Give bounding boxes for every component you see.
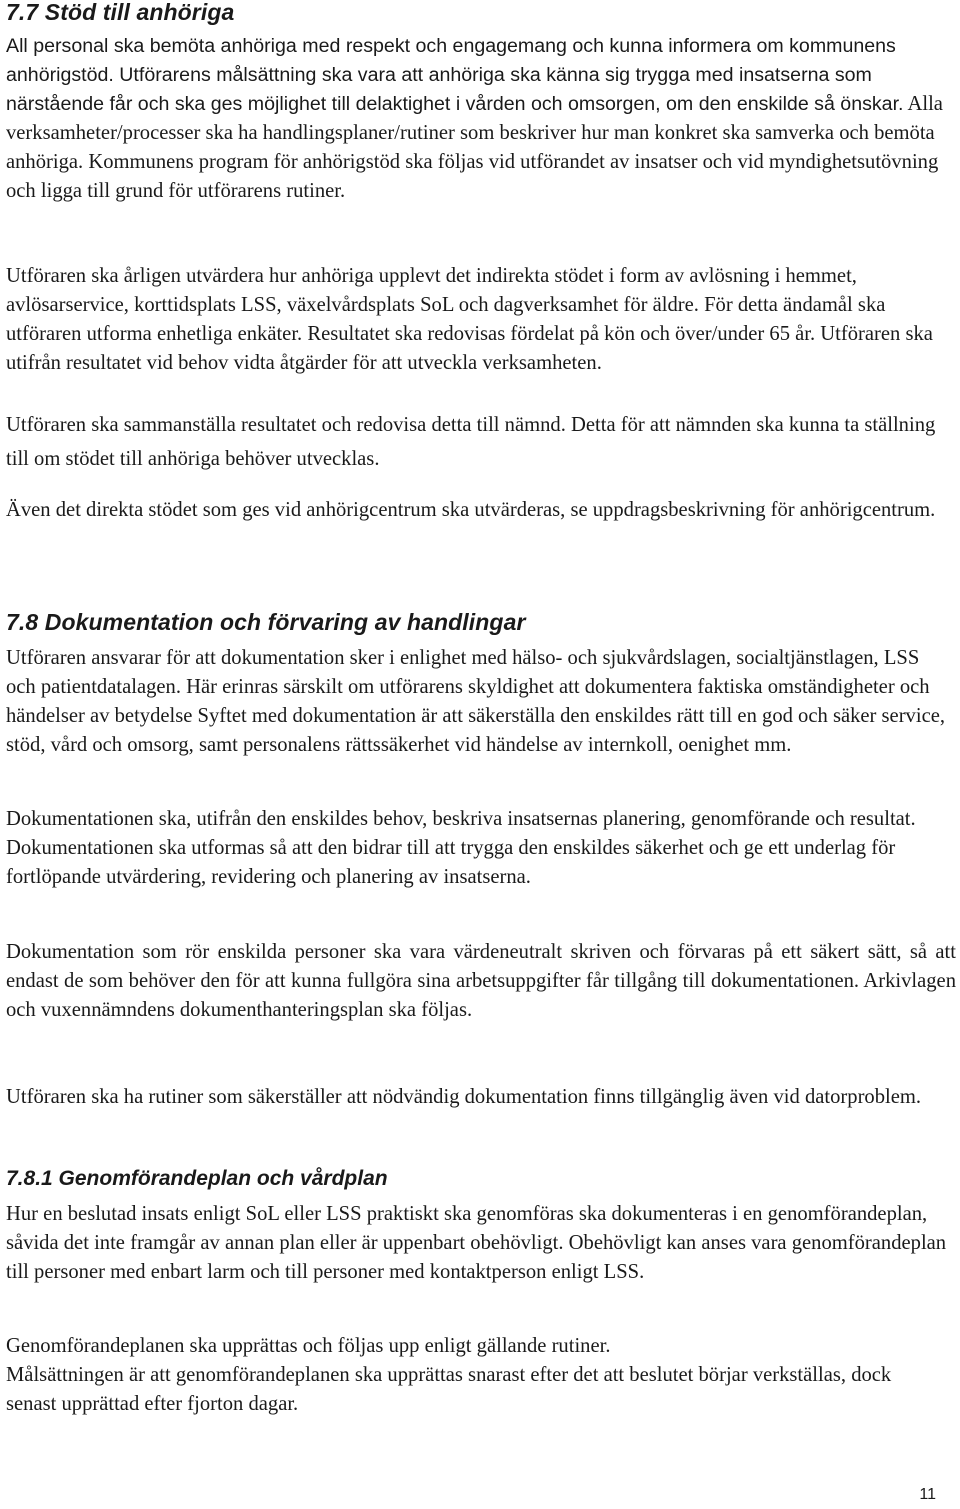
heading-7-8: 7.8 Dokumentation och förvaring av handlingar [6, 609, 526, 635]
paragraph-7-7-intro-sans: All personal ska bemöta anhöriga med respekt och engagemang och kunna informera om kommunens anhörigstöd. Utförarens målsättning ska vara att anhöriga ska känna sig trygga med insatserna som närstående får och ska ges möjlighet till delaktighet i vården och omsorgen, om den enskilde så önskar. [6, 35, 904, 115]
paragraph-7-8-1-plan: Hur en beslutad insats enligt SoL eller LSS praktiskt ska genomföras ska dokumenteras i en genomförandeplan, såvida det inte framgår av annan plan eller är uppenbart obehövligt. Obehövligt kan anses vara genomförandeplan till personer med enbart larm och till personer med kontaktperson enligt LSS. [6, 1203, 947, 1283]
paragraph-7-8-1-followup-line1: Genomförandeplanen ska upprättas och följas upp enligt gällande rutiner. [6, 1335, 611, 1357]
paragraph-7-8-storage: Dokumentation som rör enskilda personer ska vara värdeneutralt skriven och förvaras på ett säkert sätt, så att endast de som behöver den för att kunna fullgöra sina arbetsuppgifter får tillgång till dokumentationen. Arkivlagen och vuxennämndens dokumenthanteringsplan ska följas. [6, 941, 956, 1021]
paragraph-7-8-1-followup-line2: Målsättningen är att genomförandeplanen ska upprättas snarast efter det att beslutet börjar verkställas, dock senast upprättad efter fjorton dagar. [6, 1364, 892, 1415]
page-number: 11 [919, 1486, 936, 1503]
heading-7-8-1: 7.8.1 Genomförandeplan och vårdplan [6, 1167, 388, 1190]
paragraph-7-7-direct-support: Även det direkta stödet som ges vid anhörigcentrum ska utvärderas, se uppdragsbeskrivning för anhörigcentrum. [6, 499, 936, 521]
paragraph-7-7-evaluation: Utföraren ska årligen utvärdera hur anhöriga upplevt det indirekta stödet i form av avlösning i hemmet, avlösarservice, korttidsplats LSS, växelvårdsplats SoL och dagverksamhet för äldre. För detta ändamål ska utföraren utforma enhetliga enkäter. Resultatet ska redovisas fördelat på kön och över/under 65 år. Utföraren ska utifrån resultatet vid behov vidta åtgärder för att utveckla verksamheten. [6, 265, 933, 374]
paragraph-7-7-report: Utföraren ska sammanställa resultatet och redovisa detta till nämnd. Detta för att nämnden ska kunna ta ställning till om stödet till anhöriga behöver utvecklas. [6, 414, 936, 470]
paragraph-7-7-intro-serif: Alla verksamheter/processer ska ha handlingsplaner/rutiner som beskriver hur man konkret ska samverka och bemöta anhöriga. Kommunens program för anhörigstöd ska följas vid utförandet av insatser och vid myndighetsutövning och ligga till grund för utförarens rutiner. [6, 93, 943, 202]
paragraph-7-7-intro [6, 32, 951, 206]
paragraph-7-8-responsibility: Utföraren ansvarar för att dokumentation sker i enlighet med hälso- och sjukvårdslagen, socialtjänstlagen, LSS och patientdatalagen. Här erinras särskilt om utförarens skyldighet att dokumentera faktiska omständigheter och händelser av betydelse Syftet med dokumentation är att säkerställa den enskildes rätt till en god och säker service, stöd, vård och omsorg, samt personalens rättssäkerhet vid händelse av internkoll, oenighet mm. [6, 647, 945, 756]
heading-7-7: 7.7 Stöd till anhöriga [6, 0, 235, 25]
paragraph-7-8-1-followup [6, 1332, 946, 1419]
paragraph-7-8-planning: Dokumentationen ska, utifrån den enskildes behov, beskriva insatsernas planering, genomförande och resultat. Dokumentationen ska utformas så att den bidrar till att trygga den enskildes säkerhet och ge ett underlag för fortlöpande utvärdering, revidering och planering av insatserna. [6, 808, 916, 888]
paragraph-7-8-routines: Utföraren ska ha rutiner som säkerställer att nödvändig dokumentation finns tillgänglig även vid datorproblem. [6, 1086, 922, 1108]
